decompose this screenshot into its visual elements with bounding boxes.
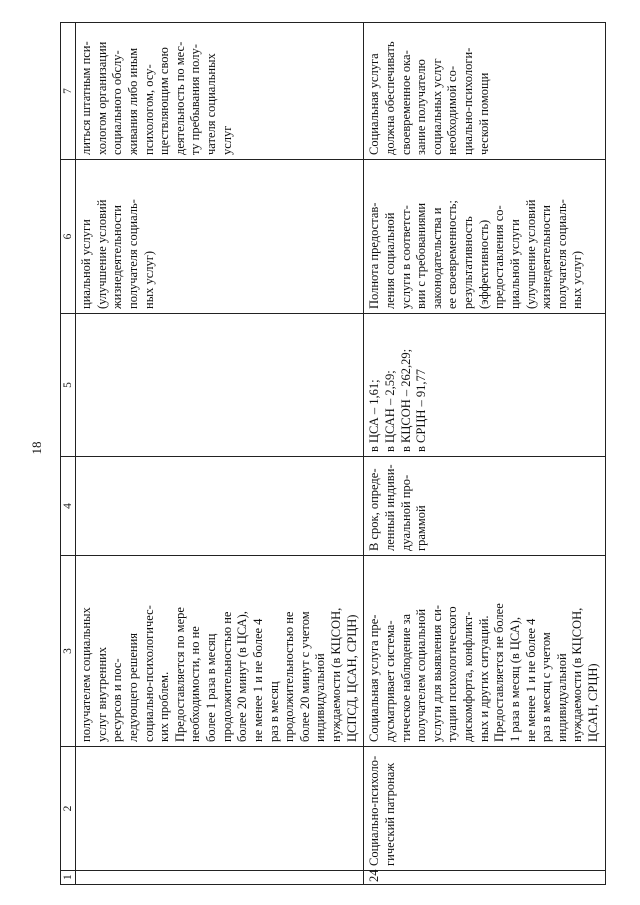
service-name: Социально-психоло- гический патронаж: [364, 747, 605, 871]
service-description: Социальная услуга пре- дусматривает система- тическое наблюдение за получателем социальной услуги для выявления си- туации психологического дискомфорта, конфликт- ных и других ситуаций. Предоставляется не более 1 раза в месяц (в ЦСА), не менее 1 и не более 4 раз в месяц с учетом индивидуальной нуждаемости (в КЦСОН, ЦСАН, СРЦН): [364, 556, 605, 747]
column-header-2: 2: [61, 747, 76, 871]
service-term: В срок, опреде- ленный индиви- дуальной про- граммой: [364, 457, 605, 556]
service-term: [76, 457, 364, 556]
service-name: [76, 747, 364, 871]
table-row: [76, 23, 364, 885]
service-description: получателем социальных услуг внутренних ресурсов и пос- ледующего решения социально-психологичес- ких проблем. Предоставляется по мере необходимости, но не более 1 раза в месяц продолжительностью не более 20 минут (в ЦСА), не менее 1 и не более 4 раз в месяц продолжительностью не более 20 минут с учетом индивидуальной нуждаемости (в КЦСОН, ЦСПСД, ЦСАН, СРЦН): [76, 556, 364, 747]
page-number: 18: [29, 441, 44, 455]
column-header-7: 7: [61, 23, 76, 160]
service-conditions: литься штатным пси- хологом организации социального обслу- живания либо иным психологом, осу- ществляющим свою деятельность по мес- ту пребывания полу- чателя социальных услуг: [76, 23, 364, 160]
service-conditions: Социальная услуга должна обеспечивать своевременное ока- зание получателю социальных услуг необходимой со- циально-психологи- ческой помощи: [364, 23, 605, 160]
row-number: [76, 871, 364, 885]
service-quality: Полнота предостав- ления социальной услуги в соответст- вии с требованиями законодательства и ее своевременность; результативность (эффективность) предоставления со- циальной услуги (улучшение условий жизнедеятельности получателя социаль- ных услуг): [364, 160, 605, 314]
services-table: [60, 22, 606, 885]
column-header-5: 5: [61, 314, 76, 457]
column-header-row: [61, 23, 76, 885]
service-cost: [76, 314, 364, 457]
service-cost: в ЦСА – 1,61; в ЦСАН – 2,59; в КЦСОН – 262,29; в СРЦН – 91,77: [364, 314, 605, 457]
rotated-table-page: [60, 23, 600, 885]
table-row: [364, 23, 605, 885]
column-header-1: 1: [61, 871, 76, 885]
column-header-3: 3: [61, 556, 76, 747]
column-header-6: 6: [61, 160, 76, 314]
service-quality: циальной услуги (улучшение условий жизнедеятельности получателя социаль- ных услуг): [76, 160, 364, 314]
row-number: 24: [364, 871, 605, 885]
column-header-4: 4: [61, 457, 76, 556]
